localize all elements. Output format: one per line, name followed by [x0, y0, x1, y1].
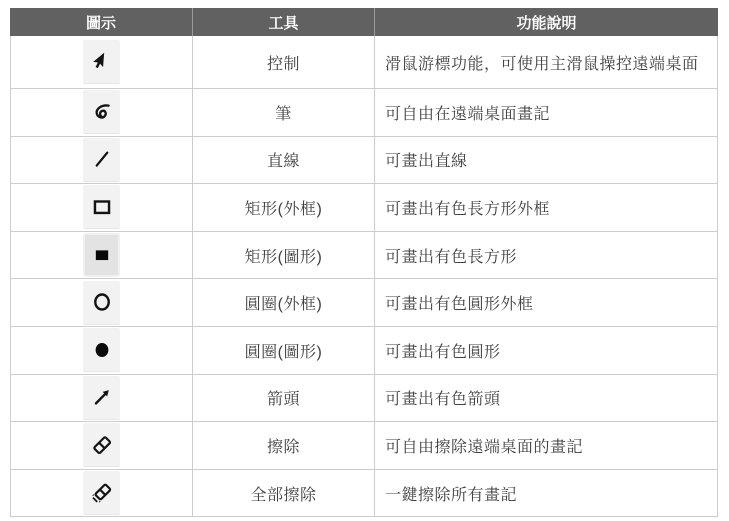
tool-name: 矩形(外框): [193, 184, 375, 231]
tool-name: 直線: [193, 137, 375, 184]
icon-cell: [11, 375, 193, 422]
tool-description: 可自由擦除遠端桌面的畫記: [385, 438, 584, 456]
tool-description: 滑鼠游標功能，可使用主滑鼠操控遠端桌面: [385, 55, 699, 73]
tool-name: 控制: [193, 36, 375, 88]
header-icon-column: 圖示: [10, 8, 193, 36]
icon-cell: [11, 422, 193, 469]
tool-name: 擦除: [193, 422, 375, 469]
table-header-row: [10, 8, 718, 36]
circle-outline-icon: [83, 281, 120, 325]
header-description-column: 功能說明: [516, 14, 577, 32]
tool-description: 可畫出有色長方形: [385, 248, 518, 266]
table-row: [11, 184, 717, 232]
tool-description: 可畫出有色箭頭: [385, 391, 501, 409]
rect-outline-icon: [83, 185, 120, 229]
icon-cell: [11, 36, 193, 88]
table-row: [11, 89, 717, 137]
table-row: [11, 36, 717, 89]
tool-name: 圓圈(外框): [193, 279, 375, 326]
icon-cell: [11, 137, 193, 184]
circle-filled-icon: [83, 328, 120, 372]
tool-description: 可畫出有色圓形: [385, 343, 501, 361]
cursor-icon: [83, 40, 120, 84]
tools-table: [10, 8, 718, 517]
table-row: [11, 375, 717, 423]
tool-name: 箭頭: [193, 375, 375, 422]
tool-description: 可畫出有色圓形外框: [385, 296, 534, 314]
table-row: [11, 137, 717, 185]
icon-cell: [11, 279, 193, 326]
header-tool-column: 工具: [193, 8, 375, 36]
icon-cell: [11, 184, 193, 231]
tool-description: 一鍵擦除所有畫記: [385, 486, 518, 504]
table-row: [11, 422, 717, 470]
icon-cell: [11, 232, 193, 279]
table-body: [10, 36, 718, 517]
icon-cell: [11, 89, 193, 136]
tool-name: 圓圈(圖形): [193, 327, 375, 374]
erase-all-icon: [83, 471, 120, 515]
tool-description: 可畫出有色長方形外框: [385, 200, 551, 218]
table-row: [11, 327, 717, 375]
line-icon: [83, 138, 120, 182]
icon-cell: [11, 327, 193, 374]
eraser-icon: [83, 423, 120, 467]
arrow-icon: [83, 376, 120, 420]
pen-icon: [83, 90, 120, 134]
tool-description: 可自由在遠端桌面畫記: [385, 105, 551, 123]
table-row: [11, 470, 717, 518]
icon-cell: [11, 470, 193, 517]
table-row: [11, 279, 717, 327]
tool-name: 筆: [193, 89, 375, 136]
tool-name: 矩形(圖形): [193, 232, 375, 279]
tool-name: 全部擦除: [193, 470, 375, 517]
tool-description: 可畫出直線: [385, 153, 468, 171]
table-row: [11, 232, 717, 280]
rect-filled-icon: [83, 233, 120, 277]
